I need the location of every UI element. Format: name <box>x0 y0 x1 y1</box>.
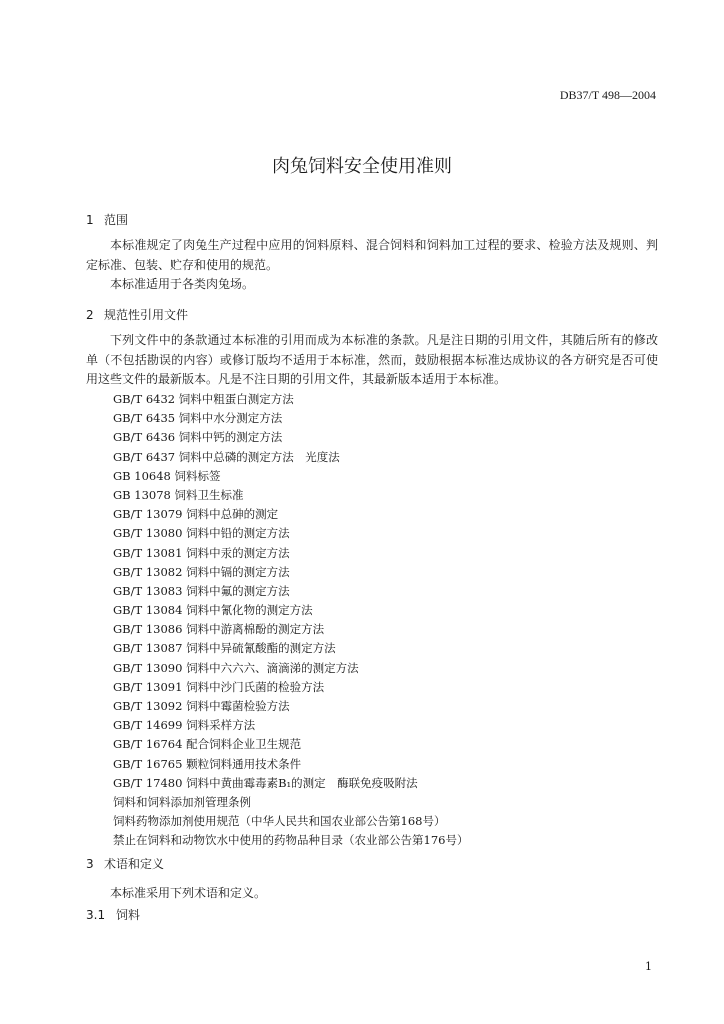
normative-references-list <box>113 390 468 851</box>
reference-item: GB/T 6437 饲料中总磷的测定方法 光度法 <box>113 449 340 464</box>
reference-item: GB/T 6436 饲料中钙的测定方法 <box>113 430 283 445</box>
reference-item: GB/T 16764 配合饲料企业卫生规范 <box>113 737 302 752</box>
reference-item: GB/T 13080 饲料中铅的测定方法 <box>113 526 290 541</box>
section-2-paragraph-1: 下列文件中的条款通过本标准的引用而成为本标准的条款。凡是注日期的引用文件，其随后所有的修改单（不包括勘误的内容）或修订版均不适用于本标准，然而，鼓励根据本标准达成协议的各方研究是否可使用这些文件的最新版本。凡是不注日期的引用文件，其最新版本适用于本标准。 <box>86 333 658 386</box>
reference-item: GB/T 13087 饲料中异硫氰酸酯的测定方法 <box>113 641 336 656</box>
reference-item: GB/T 6432 饲料中粗蛋白测定方法 <box>113 392 294 406</box>
section-1-paragraph-1: 本标准规定了肉兔生产过程中应用的饲料原料、混合饲料和饲料加工过程的要求、检验方法及规则、判定标准、包装、贮存和使用的规范。 <box>86 238 658 272</box>
reference-item: GB/T 13084 饲料中氰化物的测定方法 <box>113 603 313 618</box>
reference-item: GB/T 13091 饲料中沙门氏菌的检验方法 <box>113 679 325 694</box>
reference-item: GB/T 13086 饲料中游离棉酚的测定方法 <box>113 622 325 637</box>
reference-item: GB/T 13082 饲料中镉的测定方法 <box>113 564 290 579</box>
section-1-heading <box>86 211 128 228</box>
reference-item: GB 13078 饲料卫生标准 <box>113 487 244 502</box>
reference-item: GB/T 6435 饲料中水分测定方法 <box>113 411 283 426</box>
section-3-paragraph-1: 本标准采用下列术语和定义。 <box>110 886 267 900</box>
reference-item: GB/T 13090 饲料中六六六、滴滴涕的测定方法 <box>113 660 359 675</box>
section-number: 1 <box>86 213 94 227</box>
section-3-heading <box>86 855 164 872</box>
section-2-heading <box>86 306 188 323</box>
page-number: 1 <box>645 960 652 973</box>
reference-item: GB/T 14699 饲料采样方法 <box>113 718 256 733</box>
reference-item: 饲料药物添加剂使用规范（中华人民共和国农业部公告第168号） <box>113 814 446 829</box>
reference-item: GB/T 13092 饲料中霉菌检验方法 <box>113 699 290 713</box>
reference-item: GB/T 13079 饲料中总砷的测定 <box>113 507 279 522</box>
section-title: 术语和定义 <box>104 857 165 871</box>
subsection-number: 3.1 <box>86 908 106 922</box>
reference-item: GB/T 17480 饲料中黄曲霉毒素B₁的测定 酶联免疫吸附法 <box>113 775 418 790</box>
document-title: 肉兔饲料安全使用准则 <box>272 156 452 177</box>
reference-item: GB/T 13081 饲料中汞的测定方法 <box>113 545 290 560</box>
reference-item: 禁止在饲料和动物饮水中使用的药物品种目录（农业部公告第176号） <box>113 833 469 848</box>
reference-item: GB 10648 饲料标签 <box>113 468 221 483</box>
reference-item: GB/T 13083 饲料中氟的测定方法 <box>113 583 290 598</box>
section-title: 范围 <box>104 213 129 227</box>
section-number: 3 <box>86 857 94 871</box>
standard-code: DB37/T 498—2004 <box>559 88 656 102</box>
section-number: 2 <box>86 308 94 322</box>
subsection-title: 饲料 <box>116 908 141 922</box>
reference-item: GB/T 16765 颗粒饲料通用技术条件 <box>113 756 302 771</box>
section-title: 规范性引用文件 <box>104 308 189 322</box>
reference-item: 饲料和饲料添加剂管理条例 <box>113 794 251 809</box>
subsection-3-1-heading <box>86 906 140 923</box>
section-1-paragraph-2: 本标准适用于各类肉兔场。 <box>110 277 255 291</box>
